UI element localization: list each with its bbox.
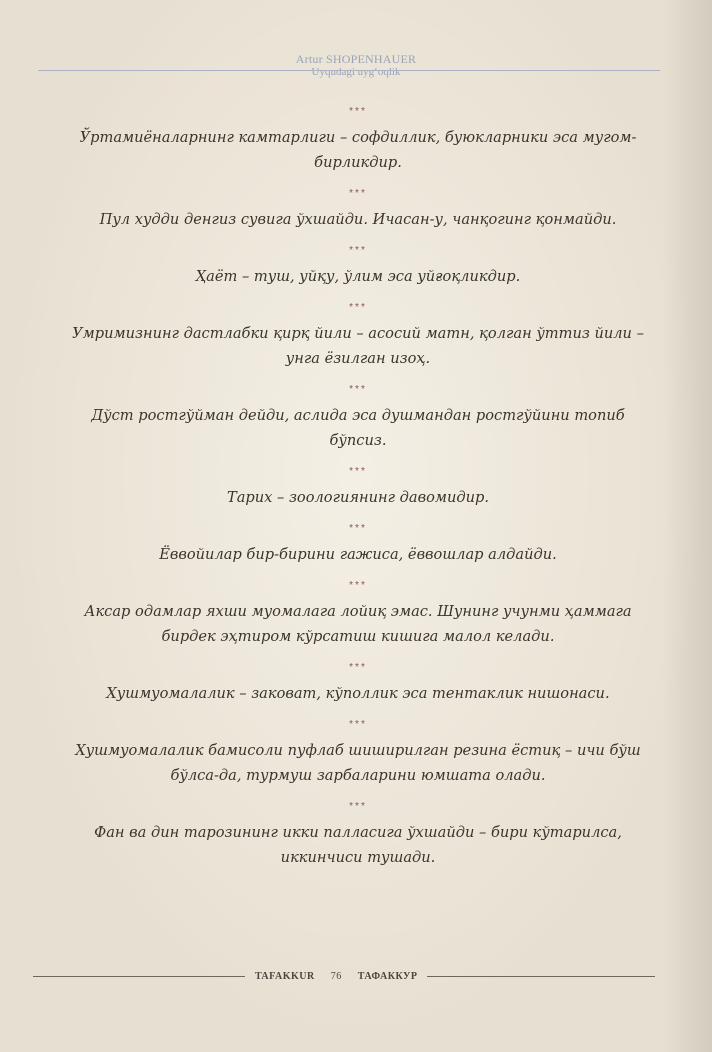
quote-paragraph (60, 738, 656, 788)
quote-line: Дўст ростгўйман дейди, аслида эса душмандан ростгўйини топиб (91, 407, 625, 424)
quote-paragraph (60, 403, 656, 453)
separator-asterisks: *** (349, 466, 367, 477)
quote-line: бирликдир. (314, 154, 402, 171)
quote-paragraph (60, 599, 656, 649)
footer-magazine-cyrillic: ТАФАККУР (357, 971, 418, 982)
separator-asterisks: *** (349, 523, 367, 534)
quote-paragraph (60, 207, 656, 232)
quote-paragraph (60, 125, 656, 175)
separator-asterisks: *** (349, 188, 367, 199)
quote-line: Хушмуомалалик бамисоли пуфлаб шиширилган резина ёстиқ – ичи бўш (75, 742, 641, 759)
quote-line: унга ёзилган изоҳ. (285, 350, 431, 367)
quote-line: Аксар одамлар яхши муомалага лойиқ эмас. Шунинг учунми ҳаммага (84, 603, 632, 620)
quote-paragraph (60, 321, 656, 371)
quote-line: Тарих – зоологиянинг давомидир. (226, 489, 490, 506)
footer-magazine-latin: TAFAKKUR (255, 971, 315, 982)
quote-paragraph (60, 264, 656, 289)
header-author: Artur SHOPENHAUER (295, 52, 417, 66)
separator-asterisks: *** (349, 245, 367, 256)
quote-line: Пул худди денгиз сувига ўхшайди. Ичасан-у, чанқогинг қонмайди. (99, 211, 617, 228)
separator-asterisks: *** (349, 580, 367, 591)
separator-asterisks: *** (349, 384, 367, 395)
quote-line: бирдек эҳтиром кўрсатиш кишига малол келади. (161, 628, 555, 645)
quote-line: Ўртамиёналарнинг камтарлиги – софдиллик, буюкларники эса мугом- (79, 129, 637, 146)
page-number: 76 (330, 971, 342, 982)
separator-asterisks: *** (349, 719, 367, 730)
quote-paragraph (60, 542, 656, 567)
header-rule (38, 70, 660, 71)
quotes-list (60, 106, 656, 883)
quote-line: Умримизнинг дастлабки қирқ йили – асосий матн, қолган ўттиз йили – (72, 325, 644, 342)
footer-rule-right (427, 976, 655, 977)
separator-asterisks: *** (349, 662, 367, 673)
quote-line: Ёввойилар бир-бирини гажиса, ёввошлар алдайди. (159, 546, 557, 563)
running-header (0, 52, 712, 78)
quote-line: бўпсиз. (329, 432, 387, 449)
quote-line: бўлса-да, турмуш зарбаларини юмшата олади. (170, 767, 546, 784)
separator-asterisks: *** (349, 801, 367, 812)
footer-rule-left (33, 976, 245, 977)
quote-paragraph (60, 681, 656, 706)
separator-asterisks: *** (349, 106, 367, 117)
header-subtitle: Uyqudagi uyg‘oqlik (311, 66, 401, 78)
quote-line: Фан ва дин тарозининг икки палласига ўхшайди – бири кўтарилса, (94, 824, 622, 841)
quote-line: Ҳаёт – туш, уйқу, ўлим эса уйғоқликдир. (195, 268, 521, 285)
quote-line: иккинчиси тушади. (280, 849, 436, 866)
page-footer (33, 971, 655, 982)
quote-paragraph (60, 820, 656, 870)
quote-line: Хушмуомалалик – заковат, кўполлик эса тентаклик нишонаси. (106, 685, 610, 702)
separator-asterisks: *** (349, 302, 367, 313)
quote-paragraph (60, 485, 656, 510)
